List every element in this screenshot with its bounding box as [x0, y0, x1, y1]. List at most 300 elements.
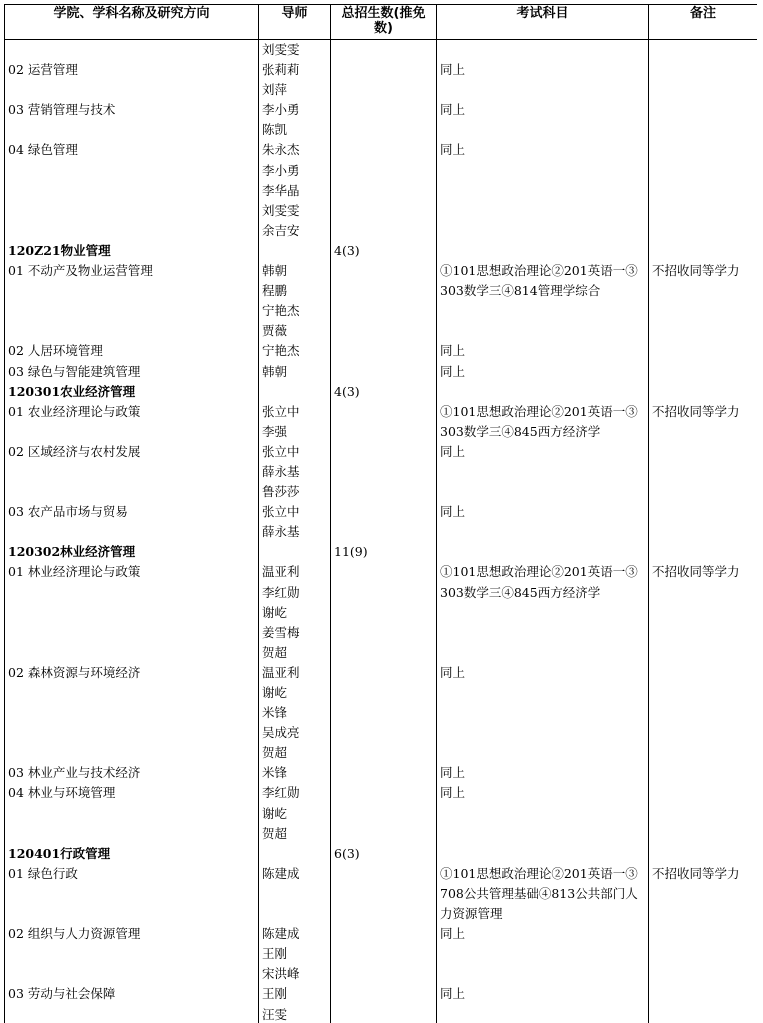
discipline-cell-text [8, 944, 258, 964]
table-row [5, 562, 758, 582]
enrollment-cell [331, 482, 437, 502]
enrollment-cell-text [334, 1005, 436, 1023]
exam-subjects-cell-text [440, 643, 648, 663]
discipline-cell-text [8, 201, 258, 221]
enrollment-cell-text [334, 763, 436, 783]
advisor-cell [259, 482, 331, 502]
remarks-cell-text [652, 884, 757, 904]
enrollment-cell [331, 402, 437, 422]
advisor-cell [259, 663, 331, 683]
exam-subjects-cell [437, 623, 649, 643]
exam-subjects-cell-text [440, 703, 648, 723]
advisor-cell [259, 824, 331, 844]
advisor-cell-text: 陈凯 [262, 122, 288, 138]
exam-subjects-cell-text [440, 1005, 648, 1023]
enrollment-cell-text [334, 261, 436, 281]
remarks-cell [649, 924, 758, 944]
advisor-cell [259, 944, 331, 964]
major-title: 120301农业经济管理 [8, 383, 136, 399]
advisor-cell [259, 422, 331, 442]
discipline-cell [5, 341, 259, 361]
exam-subjects-cell [437, 261, 649, 281]
exam-subjects-cell-text [440, 321, 648, 341]
exam-subjects-cell [437, 201, 649, 221]
discipline-cell [5, 984, 259, 1004]
discipline-cell [5, 321, 259, 341]
exam-subjects-cell-text [440, 944, 648, 964]
discipline-cell [5, 904, 259, 924]
enrollment-cell [331, 281, 437, 301]
discipline-cell [5, 40, 259, 61]
advisor-cell-text: 谢屹 [262, 604, 288, 620]
remarks-cell-text [652, 944, 757, 964]
exam-subjects-cell [437, 301, 649, 321]
exam-subjects-cell [437, 462, 649, 482]
exam-subjects-cell-text [440, 824, 648, 844]
discipline-cell-text: 02 森林资源与环境经济 [8, 664, 141, 680]
discipline-cell-text: 04 林业与环境管理 [8, 785, 116, 801]
enrollment-cell-text [334, 824, 436, 844]
discipline-cell-text [8, 40, 258, 60]
exam-subjects-cell-text: 同上 [440, 785, 466, 801]
remarks-cell-text [652, 422, 757, 442]
advisor-cell-text: 贺超 [262, 745, 288, 761]
advisor-cell-text: 张立中 [262, 403, 300, 419]
advisor-cell [259, 844, 331, 864]
remarks-cell [649, 40, 758, 61]
discipline-cell-text [8, 1005, 258, 1023]
remarks-cell-text [652, 542, 757, 562]
remarks-cell [649, 643, 758, 663]
remarks-cell-text [652, 683, 757, 703]
exam-subjects-cell-text [440, 482, 648, 502]
enrollment-cell [331, 502, 437, 522]
enrollment-cell-text [334, 321, 436, 341]
table-row [5, 924, 758, 944]
advisor-cell [259, 261, 331, 281]
advisor-cell [259, 783, 331, 803]
enrollment-cell [331, 783, 437, 803]
table-row [5, 623, 758, 643]
advisor-cell [259, 562, 331, 582]
remarks-cell [649, 442, 758, 462]
discipline-cell-text: 03 劳动与社会保障 [8, 986, 116, 1002]
table-row [5, 201, 758, 221]
remarks-cell-text [652, 804, 757, 824]
table-row [5, 482, 758, 502]
advisor-cell-text: 宁艳杰 [262, 303, 300, 319]
remarks-cell [649, 281, 758, 301]
major-title: 120Z21物业管理 [8, 242, 111, 258]
advisor-cell-text: 张立中 [262, 443, 300, 459]
enrollment-catalog-table [4, 4, 757, 1023]
remarks-cell [649, 241, 758, 261]
enrollment-cell [331, 542, 437, 562]
table-row [5, 864, 758, 884]
remarks-cell-text [652, 502, 757, 522]
exam-subjects-cell-text: 同上 [440, 986, 466, 1002]
exam-subjects-cell-text: 同上 [440, 102, 466, 118]
advisor-cell [259, 140, 331, 160]
exam-subjects-cell-text: 同上 [440, 343, 466, 359]
remarks-cell [649, 140, 758, 160]
exam-subjects-cell-text [440, 161, 648, 181]
remarks-cell [649, 462, 758, 482]
remarks-cell [649, 663, 758, 683]
remarks-cell [649, 623, 758, 643]
discipline-cell-text: 04 绿色管理 [8, 142, 78, 158]
discipline-cell [5, 241, 259, 261]
advisor-cell [259, 40, 331, 61]
exam-subjects-cell [437, 422, 649, 442]
advisor-cell-text: 王刚 [262, 946, 288, 962]
table-header [5, 5, 758, 40]
enrollment-cell [331, 703, 437, 723]
enrollment-cell [331, 100, 437, 120]
table-row [5, 362, 758, 382]
advisor-cell [259, 341, 331, 361]
enrollment-cell [331, 181, 437, 201]
exam-subjects-cell [437, 663, 649, 683]
advisor-cell [259, 924, 331, 944]
discipline-cell [5, 201, 259, 221]
discipline-cell [5, 120, 259, 140]
enrollment-cell [331, 763, 437, 783]
table-row [5, 683, 758, 703]
enrollment-cell-text [334, 743, 436, 763]
remarks-cell [649, 824, 758, 844]
advisor-cell [259, 603, 331, 623]
enrollment-cell [331, 864, 437, 884]
discipline-cell-text: 01 不动产及物业运营管理 [8, 263, 153, 279]
table-row [5, 502, 758, 522]
remarks-cell-text [652, 140, 757, 160]
advisor-cell [259, 1005, 331, 1023]
exam-subjects-cell [437, 603, 649, 623]
discipline-cell [5, 362, 259, 382]
enrollment-cell-text [334, 623, 436, 643]
enrollment-cell-text [334, 482, 436, 502]
remarks-cell-text [652, 362, 757, 382]
enrollment-cell-text [334, 140, 436, 160]
discipline-cell-text: 01 林业经济理论与政策 [8, 564, 141, 580]
remarks-cell [649, 743, 758, 763]
remarks-cell-text [652, 80, 757, 100]
table-row [5, 1005, 758, 1023]
remarks-cell [649, 221, 758, 241]
advisor-cell [259, 763, 331, 783]
table-body [5, 40, 758, 1023]
exam-subjects-cell [437, 241, 649, 261]
exam-subjects-cell [437, 683, 649, 703]
discipline-cell-text: 02 区域经济与农村发展 [8, 443, 141, 459]
table-row [5, 120, 758, 140]
advisor-cell [259, 100, 331, 120]
remarks-cell-text [652, 522, 757, 542]
exam-subjects-cell [437, 964, 649, 984]
advisor-cell [259, 402, 331, 422]
remarks-cell-text [652, 341, 757, 361]
enrollment-cell-text [334, 422, 436, 442]
remarks-cell [649, 683, 758, 703]
table-row [5, 341, 758, 361]
remarks-cell-text: 不招收同等学力 [652, 865, 740, 881]
exam-subjects-cell [437, 100, 649, 120]
table-row [5, 462, 758, 482]
discipline-cell-text [8, 161, 258, 181]
exam-subjects-cell [437, 502, 649, 522]
table-row [5, 301, 758, 321]
discipline-cell-text [8, 462, 258, 482]
remarks-cell-text [652, 663, 757, 683]
exam-subjects-cell [437, 40, 649, 61]
discipline-cell [5, 804, 259, 824]
enrollment-cell-text [334, 783, 436, 803]
discipline-cell [5, 301, 259, 321]
header-exam-subjects: 考试科目 [437, 5, 649, 40]
enrollment-cell [331, 321, 437, 341]
remarks-cell-text [652, 301, 757, 321]
discipline-cell [5, 562, 259, 582]
exam-subjects-cell [437, 60, 649, 80]
discipline-cell [5, 281, 259, 301]
remarks-cell-text [652, 482, 757, 502]
table-row [5, 804, 758, 824]
advisor-cell-text: 汪雯 [262, 1006, 288, 1022]
advisor-cell [259, 723, 331, 743]
remarks-cell-text [652, 743, 757, 763]
table-row [5, 60, 758, 80]
advisor-cell-text: 朱永杰 [262, 142, 300, 158]
enrollment-cell-text [334, 402, 436, 422]
remarks-cell-text [652, 221, 757, 241]
discipline-cell-text: 01 农业经济理论与政策 [8, 403, 141, 419]
enrollment-cell [331, 422, 437, 442]
remarks-cell [649, 844, 758, 864]
enrollment-cell-text [334, 583, 436, 603]
table-row [5, 944, 758, 964]
remarks-cell [649, 984, 758, 1004]
advisor-cell-text: 贺超 [262, 644, 288, 660]
table-row [5, 321, 758, 341]
exam-subjects-cell [437, 321, 649, 341]
remarks-cell-text [652, 321, 757, 341]
remarks-cell-text [652, 984, 757, 1004]
exam-subjects-cell-text [440, 301, 648, 321]
table-row [5, 181, 758, 201]
advisor-cell [259, 301, 331, 321]
exam-subjects-cell-text [440, 603, 648, 623]
enrollment-cell-text [334, 120, 436, 140]
enrollment-cell [331, 603, 437, 623]
discipline-cell [5, 542, 259, 562]
discipline-cell-text [8, 804, 258, 824]
enrollment-cell [331, 884, 437, 904]
remarks-cell-text [652, 603, 757, 623]
remarks-cell-text [652, 201, 757, 221]
discipline-cell-text [8, 321, 258, 341]
advisor-cell-text: 鲁莎莎 [262, 484, 300, 500]
advisor-cell-text: 刘雯雯 [262, 202, 300, 218]
discipline-cell-text [8, 422, 258, 442]
exam-subjects-cell-text [440, 40, 648, 60]
advisor-cell [259, 643, 331, 663]
enrollment-cell-text [334, 884, 436, 904]
catalog-page [4, 4, 757, 1023]
exam-subjects-cell [437, 341, 649, 361]
table-row [5, 100, 758, 120]
exam-subjects-cell-text [440, 964, 648, 984]
enrollment-cell-text [334, 562, 436, 582]
enrollment-cell [331, 944, 437, 964]
discipline-cell [5, 924, 259, 944]
discipline-cell-text [8, 824, 258, 844]
remarks-cell-text [652, 1005, 757, 1023]
discipline-cell-text [8, 221, 258, 241]
enrollment-cell-text [334, 201, 436, 221]
exam-subjects-cell [437, 161, 649, 181]
discipline-cell-text [8, 884, 258, 904]
remarks-cell-text [652, 161, 757, 181]
remarks-cell [649, 502, 758, 522]
discipline-cell-text [8, 603, 258, 623]
remarks-cell-text [652, 40, 757, 60]
remarks-cell-text: 不招收同等学力 [652, 403, 740, 419]
advisor-cell-text [262, 884, 330, 904]
enrollment-cell-text [334, 703, 436, 723]
remarks-cell [649, 542, 758, 562]
advisor-cell-text: 程鹏 [262, 283, 288, 299]
enrollment-cell [331, 663, 437, 683]
enrollment-cell [331, 382, 437, 402]
discipline-cell [5, 80, 259, 100]
enrollment-cell [331, 924, 437, 944]
discipline-cell-text [8, 623, 258, 643]
discipline-cell [5, 522, 259, 542]
remarks-cell [649, 80, 758, 100]
advisor-cell-text: 贾薇 [262, 323, 288, 339]
remarks-cell-text [652, 100, 757, 120]
table-row [5, 603, 758, 623]
advisor-cell [259, 542, 331, 562]
enrollment-cell [331, 643, 437, 663]
header-advisor: 导师 [259, 5, 331, 40]
remarks-cell [649, 201, 758, 221]
discipline-cell [5, 482, 259, 502]
remarks-cell-text [652, 442, 757, 462]
advisor-cell-text: 温亚利 [262, 564, 300, 580]
remarks-cell-text [652, 181, 757, 201]
advisor-cell-text: 余吉安 [262, 222, 300, 238]
advisor-cell [259, 743, 331, 763]
advisor-cell-text [262, 382, 330, 402]
enrollment-cell-text [334, 181, 436, 201]
major-title: 120401行政管理 [8, 845, 111, 861]
table-row [5, 261, 758, 281]
remarks-cell [649, 783, 758, 803]
remarks-cell [649, 482, 758, 502]
exam-subjects-cell [437, 844, 649, 864]
table-row [5, 723, 758, 743]
enrollment-cell-text [334, 341, 436, 361]
enrollment-cell [331, 120, 437, 140]
remarks-cell [649, 804, 758, 824]
enrollment-cell [331, 341, 437, 361]
exam-subjects-cell-text: 同上 [440, 504, 466, 520]
header-row [5, 5, 758, 40]
table-row [5, 964, 758, 984]
advisor-cell-text: 米锋 [262, 705, 288, 721]
enrollment-cell-text [334, 603, 436, 623]
table-row [5, 40, 758, 61]
enrollment-cell-text [334, 80, 436, 100]
exam-subjects-cell-text: 同上 [440, 926, 466, 942]
discipline-cell-text: 03 绿色与智能建筑管理 [8, 363, 141, 379]
discipline-cell [5, 844, 259, 864]
table-row [5, 281, 758, 301]
exam-subjects-cell [437, 140, 649, 160]
header-remarks: 备注 [649, 5, 758, 40]
exam-subjects-cell-text [440, 120, 648, 140]
advisor-cell [259, 522, 331, 542]
advisor-cell [259, 462, 331, 482]
enrollment-cell-text [334, 964, 436, 984]
enrollment-cell-text [334, 40, 436, 60]
remarks-cell [649, 703, 758, 723]
advisor-cell-text [262, 844, 330, 864]
discipline-cell-text [8, 743, 258, 763]
enrollment-cell-text: 11(9) [334, 544, 368, 560]
discipline-cell [5, 100, 259, 120]
advisor-cell [259, 281, 331, 301]
advisor-cell-text: 陈建成 [262, 926, 300, 942]
discipline-cell [5, 663, 259, 683]
enrollment-cell [331, 723, 437, 743]
remarks-cell [649, 944, 758, 964]
remarks-cell-text [652, 783, 757, 803]
advisor-cell [259, 201, 331, 221]
remarks-cell [649, 362, 758, 382]
remarks-cell-text [652, 623, 757, 643]
discipline-cell-text [8, 964, 258, 984]
advisor-cell [259, 583, 331, 603]
discipline-cell [5, 603, 259, 623]
advisor-cell [259, 804, 331, 824]
exam-subjects-cell-text [440, 623, 648, 643]
discipline-cell [5, 623, 259, 643]
exam-subjects-cell-text [440, 723, 648, 743]
discipline-cell-text [8, 80, 258, 100]
table-row [5, 140, 758, 160]
exam-subjects-cell [437, 281, 649, 301]
remarks-cell-text [652, 281, 757, 301]
enrollment-cell [331, 804, 437, 824]
discipline-cell [5, 382, 259, 402]
advisor-cell-text: 张莉莉 [262, 62, 300, 78]
enrollment-cell [331, 1005, 437, 1023]
advisor-cell-text: 刘萍 [262, 82, 288, 98]
discipline-cell [5, 683, 259, 703]
discipline-cell-text [8, 522, 258, 542]
remarks-cell-text [652, 824, 757, 844]
exam-subjects-cell [437, 80, 649, 100]
enrollment-cell [331, 623, 437, 643]
discipline-cell [5, 1005, 259, 1023]
discipline-cell [5, 944, 259, 964]
exam-subjects-cell [437, 181, 649, 201]
remarks-cell [649, 603, 758, 623]
enrollment-cell [331, 904, 437, 924]
